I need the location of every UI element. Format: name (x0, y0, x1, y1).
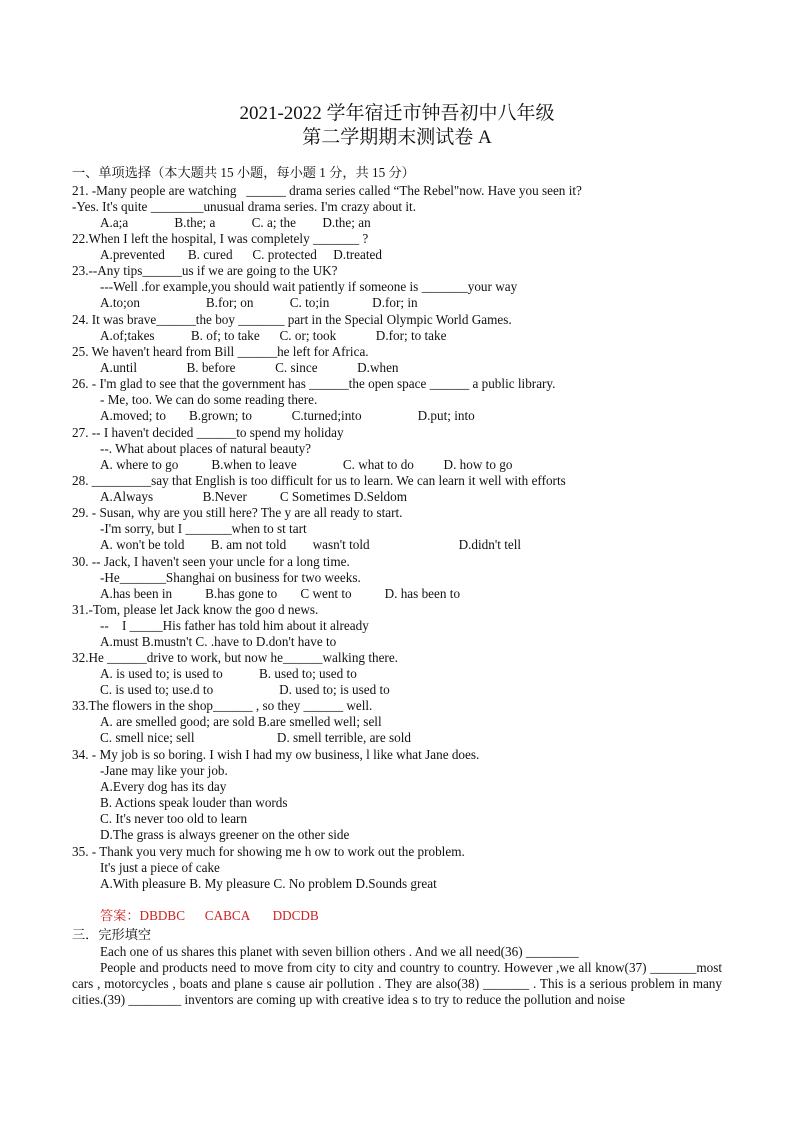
section3-heading: 三．完形填空 (72, 927, 152, 942)
options-line: A.a;a B.the; a C. a; the D.the; an (100, 215, 371, 230)
question-line: ---Well .for example,you should wait patiently if someone is _______your way (100, 279, 518, 294)
question-line: 34. - My job is so boring. I wish I had my ow business, l like what Jane does. (72, 747, 480, 762)
options-line: A.Every dog has its day (100, 779, 227, 794)
options-line: A.prevented B. cured C. protected D.treated (100, 247, 382, 262)
question-line: It's just a piece of cake (100, 860, 220, 875)
question-line: 25. We haven't heard from Bill ______he left for Africa. (72, 344, 369, 359)
question-line: -I'm sorry, but I _______when to st tart (100, 521, 307, 536)
question-line: 30. -- Jack, I haven't seen your uncle for a long time. (72, 554, 350, 569)
options-line: A.Always B.Never C Sometimes D.Seldom (100, 489, 407, 504)
options-line: A. where to go B.when to leave C. what to do D. how to go (100, 457, 513, 472)
cloze-paragraph-2-text: People and products need to move from city to city and country to country. However ,we all know(37) _______most cars , motorcycles , boats and plane s cause air pollution . They are also(38) _______ . This is a serious problem in many cities.(39) ________ inventors are coming up with creative idea s to try to reduce the pollution and noise (72, 960, 722, 1007)
cloze-paragraph-1-text: Each one of us shares this planet with seven billion others . And we all need(36) ________ (100, 944, 579, 959)
options-line: A.to;on B.for; on C. to;in D.for; in (100, 295, 418, 310)
options-line: C. It's never too old to learn (100, 811, 248, 826)
question-line: -Jane may like your job. (100, 763, 228, 778)
options-line: B. Actions speak louder than words (100, 795, 288, 810)
options-line: C. is used to; use.d to D. used to; is used to (100, 682, 390, 697)
options-line: A.must B.mustn't C. .have to D.don't have to (100, 634, 337, 649)
question-line: 24. It was brave______the boy _______ part in the Special Olympic World Games. (72, 312, 512, 327)
question-line: 28. _________say that English is too difficult for us to learn. We can learn it well with efforts (72, 473, 566, 488)
cloze-paragraph-2 (72, 960, 722, 1008)
options-line: A.has been in B.has gone to C went to D. has been to (100, 586, 461, 601)
exam-title-line2: 第二学期期末测试卷 A (302, 127, 492, 148)
question-line: 32.He ______drive to work, but now he______walking there. (72, 650, 398, 665)
section1-heading: 一、单项选择（本大题共 15 小题，每小题 1 分，共 15 分） (72, 165, 415, 180)
options-line: C. smell nice; sell D. smell terrible, are sold (100, 730, 411, 745)
question-line: 22.When I left the hospital, I was completely _______ ? (72, 231, 369, 246)
question-line: 33.The flowers in the shop______ , so they ______ well. (72, 698, 373, 713)
options-line: A.until B. before C. since D.when (100, 360, 399, 375)
answer-key: 答案：DBDBC CABCA DDCDB (100, 908, 319, 923)
exam-title-line1: 2021-2022 学年宿迁市钟吾初中八年级 (239, 103, 555, 124)
question-line: 31.-Tom, please let Jack know the goo d news. (72, 602, 319, 617)
question-line: -Yes. It's quite ________unusual drama series. I'm crazy about it. (72, 199, 417, 214)
options-line: A. are smelled good; are sold B.are smelled well; sell (100, 714, 382, 729)
options-line: A. won't be told B. am not told wasn't told D.didn't tell (100, 537, 522, 552)
question-line: 23.--Any tips______us if we are going to the UK? (72, 263, 338, 278)
options-line: A.of;takes B. of; to take C. or; took D.for; to take (100, 328, 447, 343)
question-line: - Me, too. We can do some reading there. (100, 392, 318, 407)
question-line: 21. -Many people are watching ______ drama series called “The Rebel"now. Have you seen it? (72, 183, 582, 198)
question-line: -- I _____His father has told him about it already (100, 618, 369, 633)
question-line: 27. -- I haven't decided ______to spend my holiday (72, 425, 344, 440)
options-line: A. is used to; is used to B. used to; used to (100, 666, 357, 681)
cloze-paragraph-1 (72, 944, 722, 960)
question-line: 35. - Thank you very much for showing me h ow to work out the problem. (72, 844, 465, 859)
options-line: D.The grass is always greener on the other side (100, 827, 350, 842)
question-line: 29. - Susan, why are you still here? The y are all ready to start. (72, 505, 403, 520)
options-line: A.With pleasure B. My pleasure C. No problem D.Sounds great (100, 876, 437, 891)
question-line: 26. - I'm glad to see that the government has ______the open space ______ a public library. (72, 376, 556, 391)
question-line: -He_______Shanghai on business for two weeks. (100, 570, 361, 585)
question-line: --. What about places of natural beauty? (100, 441, 312, 456)
options-line: A.moved; to B.grown; to C.turned;into D.put; into (100, 408, 475, 423)
